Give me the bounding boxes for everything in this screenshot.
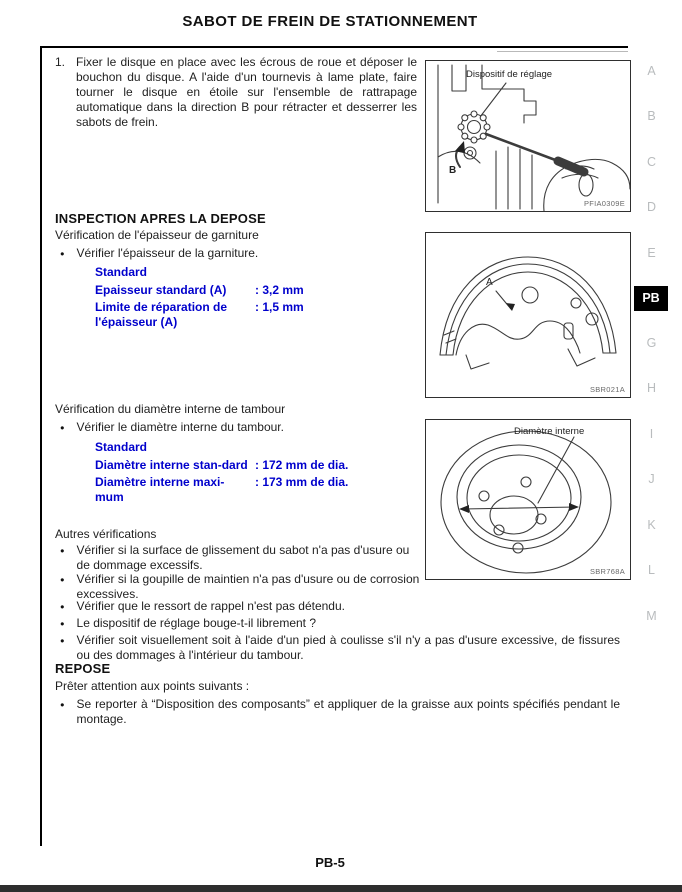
lining-spec-table: [95, 265, 405, 330]
shoe-point-a-label: A: [486, 277, 493, 288]
spec-heading: Standard: [95, 265, 148, 279]
side-tab-k: K: [647, 518, 656, 532]
side-tab-h: H: [646, 381, 657, 395]
side-tab-pb-active: PB: [634, 286, 668, 311]
repose-heading: REPOSE: [55, 661, 111, 676]
inspection-heading: INSPECTION APRES LA DEPOSE: [55, 211, 266, 226]
other-check-item: ● Vérifier si la goupille de maintien n'a pas d'usure ou de corrosion excessives.: [60, 572, 420, 602]
repose-bullet: ● Se reporter à “Disposition des composants” et appliquer de la graisse aux points spécifiés pendant le montage.: [60, 697, 620, 727]
header-rule-shadow: [497, 51, 628, 52]
side-tab-b: B: [647, 109, 656, 123]
left-margin-rule: [40, 46, 42, 846]
other-check-item: ● Vérifier que le ressort de rappel n'est pas détendu.: [60, 599, 620, 614]
step-text: Fixer le disque en place avec les écrous de roue et déposer le bouchon du disque. A l'aide d'un tournevis à lame plate, faire tourner le disque en étoile sur l'ensemble de rattrapage automatique dans la direction B pour rétracter et desserrer les sabots de frein.: [76, 55, 417, 129]
lining-check-bullet: ● Vérifier l'épaisseur de la garniture.: [60, 246, 410, 261]
other-check-item: ● Vérifier soit visuellement soit à l'aide d'un pied à coulisse s'il n'y a pas d'usure excessive, de fissures ou des dommages à l'intérieur du tambour.: [60, 633, 620, 663]
step-1: [55, 55, 417, 130]
other-checks-title: Autres vérifications: [55, 527, 157, 541]
step-number: 1.: [55, 55, 66, 69]
page-number: PB-5: [315, 855, 345, 870]
direction-b-label: B: [449, 165, 457, 176]
figure-brake-shoe: [425, 232, 631, 398]
drum-illustration: [426, 420, 630, 579]
repose-intro: Prêter attention aux points suivants :: [55, 679, 250, 693]
drum-diameter-label: Diamètre interne: [514, 426, 585, 437]
side-tab-g: G: [646, 336, 657, 350]
side-tab-c: C: [646, 155, 657, 169]
figure-code: SBR021A: [589, 385, 625, 394]
lining-check-title: Vérification de l'épaisseur de garniture: [55, 228, 259, 242]
figure-drum: [425, 419, 631, 580]
figure-adjuster: [425, 60, 631, 212]
header-rule: [40, 46, 628, 48]
side-tab-d: D: [646, 200, 657, 214]
spec-row: Diamètre interne stan-dard : 172 mm de dia.: [95, 458, 349, 472]
figure-code: SBR768A: [589, 567, 625, 576]
side-tab-i: I: [649, 427, 654, 441]
drum-check-title: Vérification du diamètre interne de tambour: [55, 402, 286, 416]
adjuster-label: Dispositif de réglage: [466, 69, 553, 80]
side-tab-m: M: [646, 609, 657, 623]
side-tab-l: L: [648, 563, 655, 577]
side-tab-j: J: [648, 472, 655, 486]
side-tab-a: A: [647, 64, 656, 78]
brake-shoe-illustration: [426, 233, 630, 397]
spec-row: Limite de réparation de l'épaisseur (A) : 1,5 mm: [95, 300, 304, 329]
bottom-edge-bar: [0, 885, 682, 892]
drum-check-bullet: ● Vérifier le diamètre interne du tambour.: [60, 420, 410, 435]
spec-row: Diamètre interne maxi-mum : 173 mm de dia.: [95, 475, 349, 504]
adjuster-illustration: [426, 61, 630, 211]
other-check-item: ● Le dispositif de réglage bouge-t-il librement ?: [60, 616, 620, 631]
side-tab-e: E: [647, 246, 656, 260]
other-check-item: ● Vérifier si la surface de glissement du sabot n'a pas d'usure ou de dommage excessifs.: [60, 543, 416, 573]
figure-code: PFIA0309E: [583, 199, 625, 208]
page-title: SABOT DE FREIN DE STATIONNEMENT: [182, 13, 478, 30]
spec-heading: Standard: [95, 440, 148, 454]
spec-row: Epaisseur standard (A) : 3,2 mm: [95, 283, 304, 297]
drum-spec-table: [95, 440, 405, 505]
